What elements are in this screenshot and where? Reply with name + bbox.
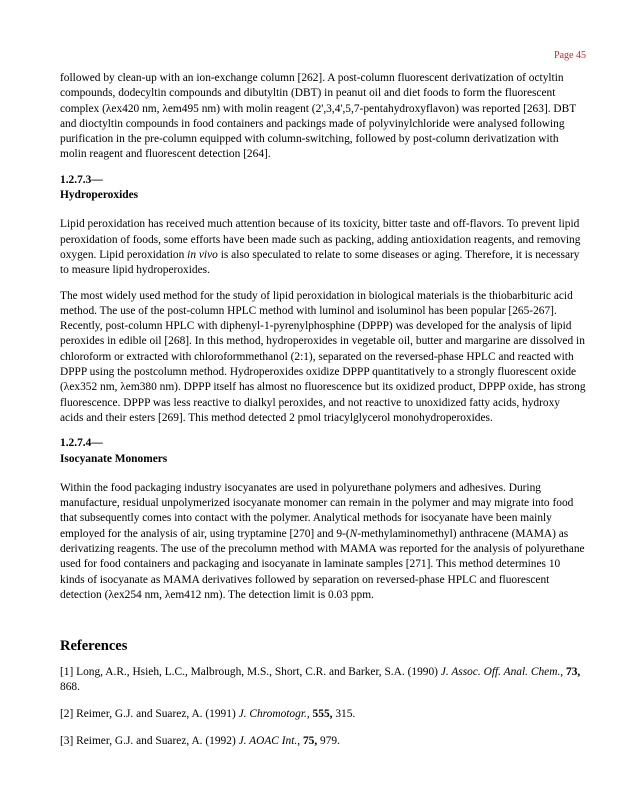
reference-authors: [2] Reimer, G.J. and Suarez, A. (1991)	[60, 708, 239, 721]
section-title-isocyanate: Isocyanate Monomers	[60, 452, 168, 465]
text-span: is also speculated to relate to some diseases or aging. Therefore, it is necessary to measure lipid hydroperoxides.	[60, 248, 580, 277]
reference-journal: J. AOAC Int.,	[238, 735, 301, 748]
italic-span: N	[349, 527, 358, 540]
section-title-hydroperoxides: Hydroperoxides	[60, 189, 139, 202]
text-span: Lipid peroxidation has received much attention because of its toxicity, bitter taste and off-flavors. To prevent lipid peroxidation of foods, some efforts have been made such as packing, adding antioxidation reagents, and removing oxygen. Lipid peroxidation	[60, 218, 581, 261]
reference-authors: [1] Long, A.R., Hsieh, L.C., Malbrough, M.S., Short, C.R. and Barker, S.A. (1990)	[60, 665, 441, 678]
italic-span: in vivo	[187, 248, 218, 261]
reference-pages: 315.	[332, 708, 356, 721]
paragraph-lipid-peroxidation	[60, 217, 586, 278]
text-span: Within the food packaging industry isocyanates are used in polyurethane polymers and adhesives. During manufacture, residual unpolymerized isocyanate monomer can remain in the polymer and may migrate into food that subsequently comes into contact with the polymer. Analytical methods for isocyanate have been mainly employed for the analysis of air, using tryptamine [270] and 9-(	[60, 481, 574, 540]
reference-item	[60, 665, 586, 696]
page-number: Page 45	[554, 50, 586, 61]
reference-volume: 73,	[566, 665, 581, 678]
reference-authors: [3] Reimer, G.J. and Suarez, A. (1992)	[60, 735, 239, 748]
reference-volume: 75,	[302, 735, 318, 748]
references-heading: References	[60, 638, 128, 655]
reference-pages: 868.	[60, 680, 80, 693]
reference-item	[60, 734, 586, 749]
paragraph-organotin: followed by clean-up with an ion-exchange column [262]. A post-column fluorescent derivatization of octyltin compounds, dodecyltin compounds and dibutyltin (DBT) in peanut oil and diet foods to form the fluorescent complex (λex420 nm, λem495 nm) with molin reagent (2',3,4',5,7-pentahydroxyflavon) was reported [263]. DBT and dioctyltin compounds in food containers and packings made of polyvinylchloride were analysed following purification in the pre-column equipped with column-switching, followed by post-column derivatization with molin reagent and fluorescent detection [264].	[60, 72, 577, 161]
text-span: -methylaminomethyl) anthracene (MAMA) as derivatizing reagents. The use of the precolumn method with MAMA was reported for the analysis of polyurethane used for food containers and packaging and isocyanate in laminate samples [271]. This method determines 10 kinds of isocyanate as MAMA derivatives followed by separation on reversed-phase HPLC and fluorescent detection (λex254 nm, λem412 nm). The detection limit is 0.03 ppm.	[60, 527, 585, 601]
paragraph-dppp-method: The most widely used method for the study of lipid peroxidation in biological materials is the thiobarbituric acid method. The use of the post-column HPLC method with luminol and isoluminol has been popular [265-267]. Recently, post-column HPLC with diphenyl-1-pyrenylphosphine (DPPP) was developed for the analysis of lipid peroxides in edible oil [268]. In this method, hydroperoxides in vegetable oil, butter and margarine are dissolved in chloroform or extracted with chloroformmethanol (2:1), separated on the reversed-phase HPLC and reacted with DPPP using the postcolumn method. Hydroperoxides oxidize DPPP quantitatively to a strongly fluorescent oxide (λex352 nm, λem380 nm). DPPP itself has almost no fluorescence but its oxidized product, DPPP oxide, has strong fluorescence. DPPP was less reactive to dialkyl peroxides, and not reactive to unoxidized fatty acids, hydroxy acids and their esters [269]. This method detected 2 pmol triacylglycerol monohydroperoxides.	[60, 289, 586, 424]
section-number-hydroperoxides: 1.2.7.3—	[60, 173, 103, 186]
paragraph-isocyanate	[60, 481, 586, 603]
reference-journal: J. Chromotogr.,	[238, 708, 310, 721]
reference-journal: J. Assoc. Off. Anal. Chem.,	[440, 665, 564, 678]
section-number-isocyanate: 1.2.7.4—	[60, 437, 103, 450]
document-body	[60, 71, 586, 762]
reference-pages: 979.	[317, 735, 340, 748]
reference-volume: 555,	[312, 708, 333, 721]
reference-item	[60, 707, 586, 722]
